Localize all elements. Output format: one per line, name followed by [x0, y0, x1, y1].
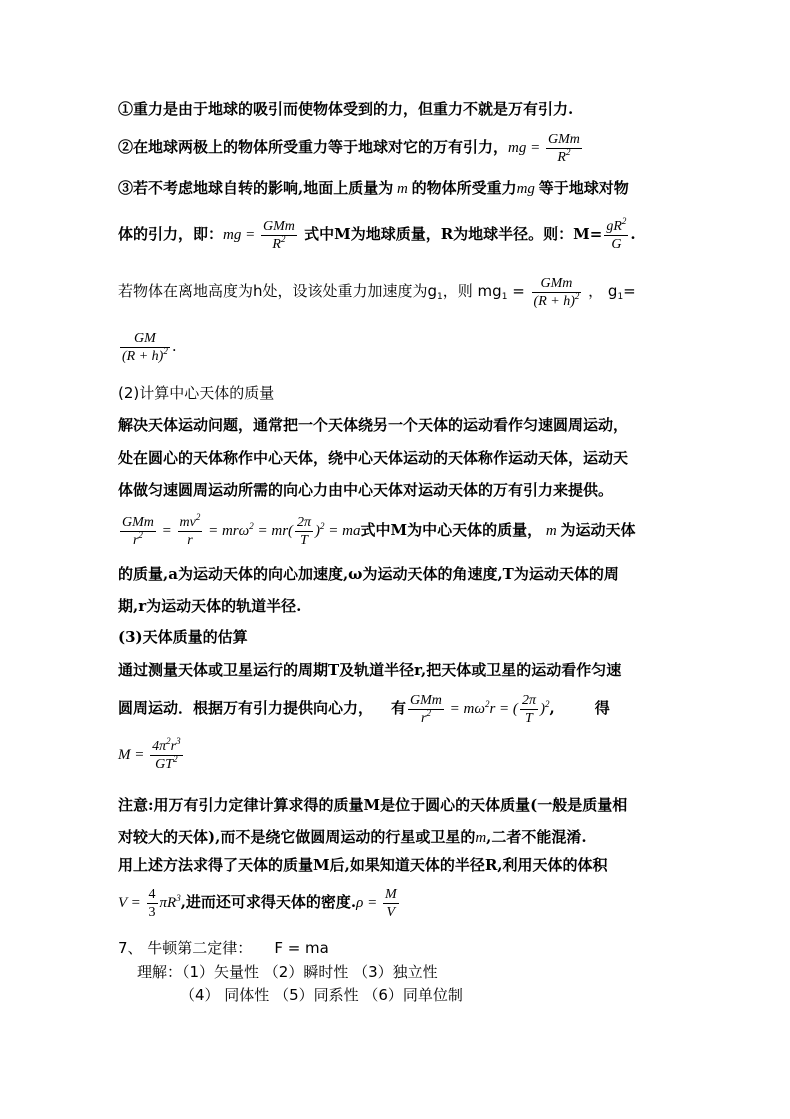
text-5c: ， g — [588, 281, 618, 300]
line-density: V = $\frac{4}{3}$ $\pi R^3$,进而还可求得天体的密度.ρ = $\frac{M}{V}$ — [118, 887, 397, 920]
section-newton-2 — [118, 937, 329, 959]
para-line-3: 体做匀速圆周运动所需的向心力由中心天体对运动天体的万有引力来提供。 — [118, 481, 614, 499]
text-4a: 体的引力，即： — [118, 224, 224, 243]
text-4b: 式中M为地球质量，R为地球半径。则：M= — [304, 224, 603, 243]
text-19b: ,进而还可求得天体的密度. — [180, 892, 357, 911]
heading-central-mass: (2)计算中心天体的质量 — [118, 384, 275, 402]
line-gravity-def: ①重力是由于地球的吸引而使物体受到的力，但重力不就是万有引力. — [118, 100, 574, 118]
para-line-1: 解决天体运动问题，通常把一个天体绕另一个天体的运动看作匀速圆周运动， — [118, 416, 629, 434]
line-poles — [118, 131, 584, 166]
line-note: 注意:用万有引力定律计算求得的质量M是位于圆心的天体质量(一般是质量相 — [118, 796, 628, 814]
formula-mass: M = $\frac{4\pi^2r^3}{GT^2}$ — [118, 736, 181, 772]
formula-fma: F = ma — [274, 939, 329, 957]
line-altitude: 若物体在离地高度为h处，设该处重力加速度为$g_1$，则 $mg_1$ = $\frac{\text{GMm}}{(R + h)^2}$ ， $g_1=$ — [118, 276, 636, 309]
line-gravity-eq: 体的引力，即：mg = $\frac{\text{GMm}}{R^2}$ 式中M为地球质量，R为地球半径。则：M= $\frac{gR^2}{G}$ . — [118, 216, 636, 252]
formula-mg: mg = $\frac{\text{GMm}}{R^2}$ — [508, 132, 580, 165]
text-3b: 的物体所受重力 — [411, 179, 517, 197]
line-understanding-1: 理解：（1）矢量性 （2）瞬时性 （3）独立性 — [137, 963, 438, 981]
heading-estimate: (3)天体质量的估算 — [118, 628, 248, 646]
text-s7: 7、 牛顿第二定律： — [118, 939, 253, 957]
text-3c: 等于地球对物 — [538, 179, 629, 197]
line-volume: 用上述方法求得了天体的质量M后,如果知道天体的半径R,利用天体的体积 — [118, 856, 608, 874]
text-14a: 圆周运动．根据万有引力提供向心力， — [118, 698, 374, 717]
text-9c: 为运动天体 — [560, 520, 636, 539]
formula-g1: $\frac{GM}{(R + h)^2}$ . — [122, 331, 177, 364]
text-17b: ,二者不能混淆. — [486, 828, 587, 846]
line-no-rotation: ③若不考虑地球自转的影响,地面上质量为 m 的物体所受重力mg 等于地球对物 — [118, 179, 629, 197]
line-measure: 通过测量天体或卫星运行的周期T及轨道半径r,把天体或卫星的运动看作匀速 — [118, 661, 622, 679]
text-5d: = — [623, 281, 636, 300]
text-14b: 有 — [391, 698, 407, 717]
text-3a: ③若不考虑地球自转的影响,地面上质量为 — [118, 179, 394, 197]
para-line-2: 处在圆心的天体称作中心天体，绕中心天体运动的天体称作运动天体，运动天 — [118, 449, 629, 467]
line-note-2: 对较大的天体),而不是绕它做圆周运动的行星或卫星的m,二者不能混淆. — [118, 828, 587, 846]
line-orbit-radius: 期,r为运动天体的轨道半径. — [118, 597, 302, 615]
line-understanding-2: （4） 同体性 （5）同系性 （6）同单位制 — [180, 986, 463, 1004]
line-quantities: 的质量,a为运动天体的向心加速度,ω为运动天体的角速度,T为运动天体的周 — [118, 565, 619, 583]
text-17a: 对较大的天体),而不是绕它做圆周运动的行星或卫星的 — [118, 828, 476, 846]
text-14c: 得 — [594, 698, 610, 717]
line-poles-text: ②在地球两极上的物体所受重力等于地球对它的万有引力， — [118, 137, 509, 156]
text-5a: 若物体在离地高度为h处，设该处重力加速度为g — [118, 281, 438, 300]
line-circular-motion: 圆周运动．根据万有引力提供向心力， 有 $\frac{\text{GMm}}{r^2}$ = $m\omega^2r$ = ( $\frac{2\pi}{T}$ )$^2$, 得 — [118, 693, 610, 726]
line-central-formula: $\frac{\text{GMm}}{r^2}$ = $\frac{mv^2}{r}$ = mrω$^2$ = mr( $\frac{2\pi}{T}$ )$^2$ = ma式中M为中心天体的质量， m 为运动天体 — [122, 512, 636, 548]
text-5b: ，则 — [442, 281, 473, 300]
text-9b: 式中M为中心天体的质量， — [360, 520, 543, 539]
